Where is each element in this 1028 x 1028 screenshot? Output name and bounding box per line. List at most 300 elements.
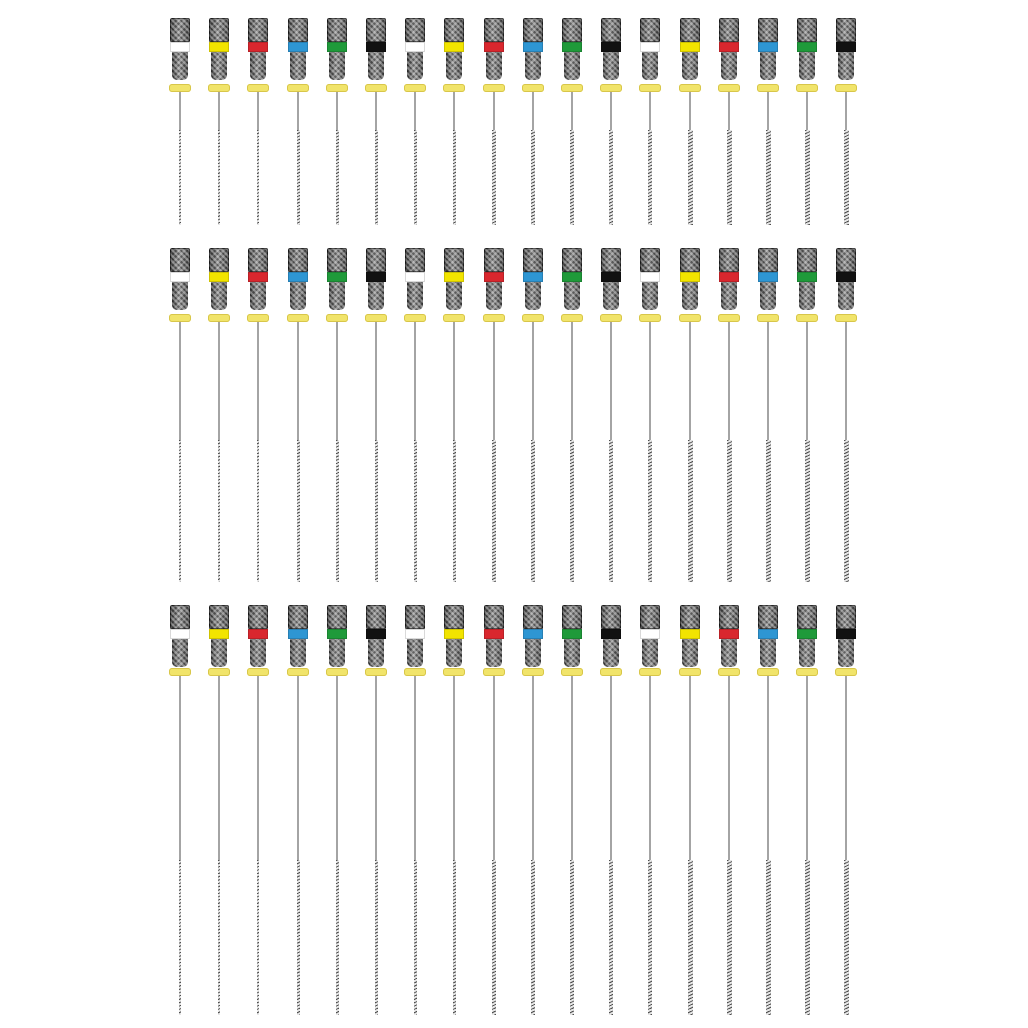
handle-grip-bottom — [838, 52, 854, 80]
file-shaft — [806, 676, 808, 860]
endodontic-file — [444, 18, 468, 225]
file-shaft — [532, 322, 534, 440]
rubber-stopper — [443, 668, 465, 676]
handle-grip-bottom — [642, 52, 658, 80]
handle-grip-top — [797, 248, 817, 272]
handle-grip-top — [640, 605, 660, 629]
file-flutes — [805, 130, 810, 225]
file-flutes — [297, 130, 300, 225]
file-flutes — [688, 860, 693, 1015]
file-flutes — [257, 130, 259, 225]
file-shaft — [571, 92, 573, 130]
rubber-stopper — [679, 84, 701, 92]
handle-grip-top — [719, 605, 739, 629]
rubber-stopper — [679, 668, 701, 676]
file-flutes — [257, 860, 259, 1015]
file-shaft — [532, 92, 534, 130]
endodontic-file — [484, 18, 508, 225]
handle-grip-top — [797, 605, 817, 629]
handle-grip-top — [209, 18, 229, 42]
rubber-stopper — [639, 668, 661, 676]
rubber-stopper — [247, 84, 269, 92]
color-band — [797, 272, 817, 282]
handle-grip-bottom — [329, 282, 345, 310]
file-flutes — [414, 440, 417, 582]
rubber-stopper — [718, 668, 740, 676]
color-band — [719, 272, 739, 282]
rubber-stopper — [718, 314, 740, 322]
handle-grip-top — [327, 605, 347, 629]
endodontic-file — [601, 605, 625, 1015]
handle-grip-top — [248, 248, 268, 272]
rubber-stopper — [247, 314, 269, 322]
endodontic-file — [366, 605, 390, 1015]
handle-grip-bottom — [799, 282, 815, 310]
endodontic-file — [366, 18, 390, 225]
file-shaft — [297, 92, 299, 130]
handle-grip-top — [405, 18, 425, 42]
file-shaft — [179, 322, 181, 440]
file-flutes — [336, 130, 339, 225]
color-band — [680, 272, 700, 282]
file-shaft — [806, 92, 808, 130]
endodontic-file — [209, 605, 233, 1015]
handle-grip-bottom — [603, 52, 619, 80]
file-flutes — [688, 440, 693, 582]
handle-grip-top — [562, 605, 582, 629]
endodontic-file — [758, 248, 782, 582]
endodontic-file — [719, 18, 743, 225]
handle-grip-top — [209, 605, 229, 629]
rubber-stopper — [169, 314, 191, 322]
color-band — [836, 42, 856, 52]
file-shaft — [689, 676, 691, 860]
file-shaft — [649, 92, 651, 130]
rubber-stopper — [796, 84, 818, 92]
endodontic-file — [758, 605, 782, 1015]
color-band — [640, 629, 660, 639]
file-shaft — [493, 322, 495, 440]
handle-grip-top — [562, 18, 582, 42]
handle-grip-bottom — [525, 52, 541, 80]
handle-grip-bottom — [368, 52, 384, 80]
file-flutes — [453, 440, 456, 582]
endodontic-file — [209, 248, 233, 582]
endodontic-file — [248, 248, 272, 582]
file-flutes — [179, 860, 181, 1015]
handle-grip-top — [640, 248, 660, 272]
file-flutes — [297, 860, 300, 1015]
endodontic-file — [836, 605, 860, 1015]
file-flutes — [648, 440, 652, 582]
file-flutes — [844, 440, 849, 582]
file-flutes — [179, 440, 181, 582]
handle-grip-bottom — [682, 52, 698, 80]
handle-grip-bottom — [838, 639, 854, 667]
rubber-stopper — [443, 314, 465, 322]
endodontic-file — [366, 248, 390, 582]
color-band — [719, 629, 739, 639]
endodontic-file — [444, 248, 468, 582]
handle-grip-top — [444, 605, 464, 629]
file-flutes — [179, 130, 181, 225]
file-shaft — [728, 322, 730, 440]
color-band — [758, 272, 778, 282]
file-shaft — [179, 92, 181, 130]
file-shaft — [336, 92, 338, 130]
endodontic-file — [288, 248, 312, 582]
file-shaft — [610, 322, 612, 440]
handle-grip-top — [758, 605, 778, 629]
handle-grip-bottom — [682, 282, 698, 310]
file-shaft — [689, 92, 691, 130]
endodontic-file — [327, 248, 351, 582]
handle-grip-top — [366, 248, 386, 272]
color-band — [680, 629, 700, 639]
file-flutes — [218, 440, 220, 582]
file-flutes — [766, 860, 771, 1015]
rubber-stopper — [365, 84, 387, 92]
file-shaft — [257, 676, 259, 860]
rubber-stopper — [757, 314, 779, 322]
file-flutes — [414, 860, 417, 1015]
handle-grip-top — [366, 18, 386, 42]
handle-grip-top — [836, 248, 856, 272]
file-flutes — [531, 440, 535, 582]
handle-grip-bottom — [564, 282, 580, 310]
color-band — [836, 629, 856, 639]
handle-grip-top — [248, 605, 268, 629]
color-band — [288, 42, 308, 52]
file-flutes — [375, 440, 378, 582]
color-band — [719, 42, 739, 52]
file-flutes — [297, 440, 300, 582]
file-shaft — [532, 676, 534, 860]
file-flutes — [492, 440, 496, 582]
handle-grip-top — [248, 18, 268, 42]
handle-grip-bottom — [250, 52, 266, 80]
rubber-stopper — [718, 84, 740, 92]
handle-grip-bottom — [368, 282, 384, 310]
file-shaft — [218, 676, 220, 860]
file-flutes — [648, 130, 652, 225]
endodontic-file — [797, 605, 821, 1015]
endodontic-file — [523, 605, 547, 1015]
handle-grip-bottom — [486, 639, 502, 667]
handle-grip-bottom — [329, 52, 345, 80]
file-shaft — [610, 676, 612, 860]
handle-grip-bottom — [721, 639, 737, 667]
color-band — [523, 272, 543, 282]
rubber-stopper — [365, 668, 387, 676]
color-band — [562, 272, 582, 282]
color-band — [405, 272, 425, 282]
color-band — [601, 42, 621, 52]
handle-grip-bottom — [407, 282, 423, 310]
handle-grip-bottom — [290, 52, 306, 80]
endodontic-file — [601, 248, 625, 582]
file-flutes — [531, 130, 535, 225]
rubber-stopper — [522, 314, 544, 322]
handle-grip-bottom — [172, 282, 188, 310]
file-flutes — [336, 440, 339, 582]
rubber-stopper — [835, 314, 857, 322]
rubber-stopper — [247, 668, 269, 676]
color-band — [209, 42, 229, 52]
endodontic-file — [288, 18, 312, 225]
endodontic-file — [797, 248, 821, 582]
endodontic-file — [680, 248, 704, 582]
endodontic-file — [719, 248, 743, 582]
handle-grip-top — [170, 18, 190, 42]
rubber-stopper — [679, 314, 701, 322]
file-shaft — [845, 676, 847, 860]
file-flutes — [375, 860, 378, 1015]
handle-grip-bottom — [446, 639, 462, 667]
file-shaft — [649, 322, 651, 440]
file-flutes — [492, 130, 496, 225]
color-band — [601, 272, 621, 282]
file-shaft — [179, 676, 181, 860]
rubber-stopper — [561, 668, 583, 676]
file-shaft — [767, 322, 769, 440]
endodontic-file — [405, 18, 429, 225]
file-shaft — [257, 92, 259, 130]
file-shaft — [453, 92, 455, 130]
handle-grip-top — [719, 248, 739, 272]
handle-grip-top — [601, 248, 621, 272]
handle-grip-top — [170, 248, 190, 272]
file-flutes — [805, 440, 810, 582]
file-flutes — [688, 130, 693, 225]
handle-grip-top — [523, 605, 543, 629]
color-band — [209, 629, 229, 639]
rubber-stopper — [600, 668, 622, 676]
file-flutes — [570, 860, 574, 1015]
file-flutes — [609, 440, 613, 582]
color-band — [366, 42, 386, 52]
handle-grip-bottom — [525, 282, 541, 310]
handle-grip-top — [484, 605, 504, 629]
color-band — [680, 42, 700, 52]
handle-grip-bottom — [290, 639, 306, 667]
handle-grip-top — [758, 18, 778, 42]
color-band — [640, 42, 660, 52]
handle-grip-bottom — [290, 282, 306, 310]
file-flutes — [805, 860, 810, 1015]
file-flutes — [648, 860, 652, 1015]
endodontic-file — [327, 605, 351, 1015]
handle-grip-bottom — [172, 52, 188, 80]
rubber-stopper — [483, 668, 505, 676]
handle-grip-bottom — [368, 639, 384, 667]
rubber-stopper — [404, 668, 426, 676]
handle-grip-top — [327, 248, 347, 272]
file-shaft — [571, 322, 573, 440]
handle-grip-top — [680, 605, 700, 629]
endodontic-file — [288, 605, 312, 1015]
handle-grip-bottom — [407, 52, 423, 80]
color-band — [327, 272, 347, 282]
endodontic-file — [405, 605, 429, 1015]
file-shaft — [297, 676, 299, 860]
color-band — [248, 629, 268, 639]
color-band — [484, 272, 504, 282]
rubber-stopper — [404, 84, 426, 92]
color-band — [562, 42, 582, 52]
handle-grip-top — [327, 18, 347, 42]
handle-grip-top — [601, 605, 621, 629]
file-shaft — [414, 676, 416, 860]
file-shaft — [453, 322, 455, 440]
endodontic-file — [680, 18, 704, 225]
color-band — [366, 629, 386, 639]
rubber-stopper — [600, 84, 622, 92]
handle-grip-bottom — [838, 282, 854, 310]
handle-grip-bottom — [486, 282, 502, 310]
endodontic-file — [562, 248, 586, 582]
handle-grip-top — [719, 18, 739, 42]
handle-grip-top — [288, 605, 308, 629]
handle-grip-bottom — [329, 639, 345, 667]
endodontic-file — [797, 18, 821, 225]
handle-grip-top — [680, 18, 700, 42]
endodontic-file — [209, 18, 233, 225]
color-band — [797, 42, 817, 52]
rubber-stopper — [404, 314, 426, 322]
handle-grip-top — [170, 605, 190, 629]
file-shaft — [571, 676, 573, 860]
handle-grip-bottom — [682, 639, 698, 667]
handle-grip-top — [484, 248, 504, 272]
file-flutes — [336, 860, 339, 1015]
file-shaft — [218, 322, 220, 440]
endodontic-file — [562, 605, 586, 1015]
handle-grip-bottom — [211, 52, 227, 80]
endodontic-file — [248, 18, 272, 225]
color-band — [444, 272, 464, 282]
rubber-stopper — [365, 314, 387, 322]
file-shaft — [493, 676, 495, 860]
handle-grip-bottom — [799, 52, 815, 80]
color-band — [523, 629, 543, 639]
endodontic-file — [523, 248, 547, 582]
file-shaft — [728, 676, 730, 860]
handle-grip-top — [444, 18, 464, 42]
file-shaft — [297, 322, 299, 440]
handle-grip-top — [209, 248, 229, 272]
handle-grip-bottom — [486, 52, 502, 80]
rubber-stopper — [796, 668, 818, 676]
file-flutes — [375, 130, 378, 225]
rubber-stopper — [443, 84, 465, 92]
rubber-stopper — [326, 314, 348, 322]
file-flutes — [609, 130, 613, 225]
color-band — [170, 629, 190, 639]
endodontic-file — [680, 605, 704, 1015]
color-band — [444, 629, 464, 639]
endodontic-file — [758, 18, 782, 225]
rubber-stopper — [326, 668, 348, 676]
color-band — [248, 272, 268, 282]
handle-grip-bottom — [446, 52, 462, 80]
handle-grip-bottom — [642, 639, 658, 667]
file-shaft — [414, 322, 416, 440]
file-shaft — [689, 322, 691, 440]
color-band — [758, 629, 778, 639]
handle-grip-top — [836, 18, 856, 42]
color-band — [170, 42, 190, 52]
color-band — [562, 629, 582, 639]
handle-grip-bottom — [525, 639, 541, 667]
file-shaft — [218, 92, 220, 130]
color-band — [288, 629, 308, 639]
handle-grip-top — [758, 248, 778, 272]
color-band — [405, 42, 425, 52]
rubber-stopper — [835, 84, 857, 92]
file-shaft — [845, 322, 847, 440]
endodontic-file — [719, 605, 743, 1015]
handle-grip-bottom — [250, 639, 266, 667]
handle-grip-top — [562, 248, 582, 272]
file-flutes — [727, 860, 732, 1015]
handle-grip-top — [288, 248, 308, 272]
file-shaft — [493, 92, 495, 130]
handle-grip-top — [523, 18, 543, 42]
file-shaft — [728, 92, 730, 130]
rubber-stopper — [639, 314, 661, 322]
endodontic-file — [562, 18, 586, 225]
rubber-stopper — [169, 668, 191, 676]
file-shaft — [767, 676, 769, 860]
handle-grip-bottom — [564, 52, 580, 80]
file-shaft — [375, 322, 377, 440]
file-flutes — [218, 130, 220, 225]
handle-grip-bottom — [760, 282, 776, 310]
endodontic-file — [405, 248, 429, 582]
file-flutes — [492, 860, 496, 1015]
handle-grip-bottom — [642, 282, 658, 310]
endodontic-file — [170, 605, 194, 1015]
file-flutes — [257, 440, 259, 582]
file-flutes — [531, 860, 535, 1015]
file-shaft — [845, 92, 847, 130]
rubber-stopper — [326, 84, 348, 92]
rubber-stopper — [639, 84, 661, 92]
color-band — [248, 42, 268, 52]
color-band — [327, 42, 347, 52]
rubber-stopper — [287, 314, 309, 322]
file-flutes — [727, 440, 732, 582]
file-flutes — [414, 130, 417, 225]
handle-grip-bottom — [211, 282, 227, 310]
handle-grip-top — [405, 605, 425, 629]
endodontic-file — [640, 248, 664, 582]
endodontic-file — [836, 18, 860, 225]
handle-grip-top — [523, 248, 543, 272]
endodontic-file — [444, 605, 468, 1015]
rubber-stopper — [522, 668, 544, 676]
handle-grip-bottom — [721, 282, 737, 310]
handle-grip-top — [288, 18, 308, 42]
rubber-stopper — [561, 314, 583, 322]
endodontic-file — [640, 18, 664, 225]
file-shaft — [649, 676, 651, 860]
handle-grip-bottom — [407, 639, 423, 667]
file-flutes — [766, 440, 771, 582]
rubber-stopper — [208, 84, 230, 92]
file-shaft — [767, 92, 769, 130]
